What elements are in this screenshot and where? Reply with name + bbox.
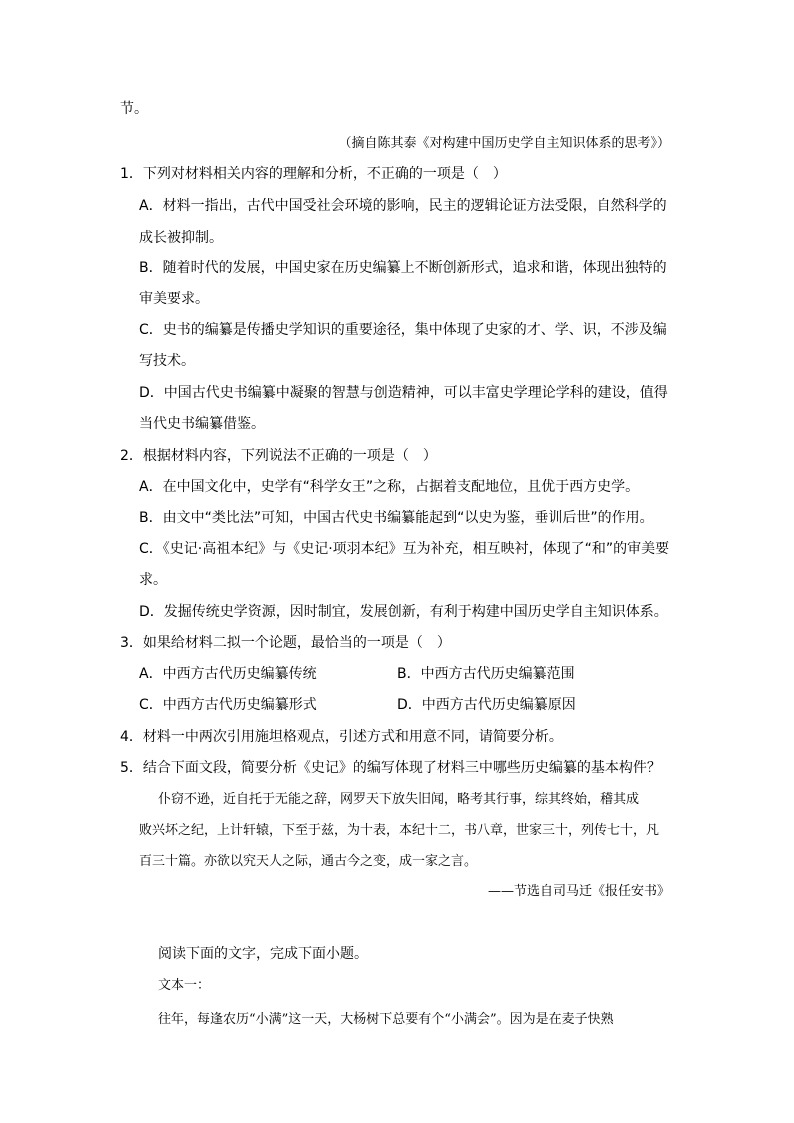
- q1-option-c: C．史书的编纂是传播史学知识的重要途径，集中体现了史家的才、学、识，不涉及编: [139, 322, 667, 338]
- q2-option-d: D．发掘传统史学资源，因时制宜，发展创新，有利于构建中国历史学自主知识体系。: [139, 604, 668, 620]
- q5-stem: 5．结合下面文段，简要分析《史记》的编写体现了材料三中哪些历史编纂的基本构件？: [120, 760, 661, 776]
- q3-option-b: B．中西方古代历史编纂范围: [397, 666, 575, 682]
- q2-option-c-cont: 求。: [139, 572, 167, 588]
- q5-passage-line-3: 百三十篇。亦欲以究天人之际，通古今之变，成一家之言。: [139, 854, 478, 869]
- q2-option-a: A．在中国文化中，史学有“科学女王”之称，占据着支配地位，且优于西方史学。: [139, 479, 640, 495]
- q3-option-c: C．中西方古代历史编纂形式: [139, 697, 317, 713]
- q1-option-b: B．随着时代的发展，中国史家在历史编纂上不断创新形式，追求和谐，体现出独特的: [139, 260, 667, 276]
- q1-option-a: A．材料一指出，古代中国受社会环境的影响，民主的逻辑论证方法受限，自然科学的: [139, 198, 667, 214]
- q4-stem: 4．材料一中两次引用施坦格观点，引述方式和用意不同，请简要分析。: [120, 729, 563, 745]
- reading-instruction: 阅读下面的文字，完成下面小题。: [158, 946, 368, 962]
- q1-option-b-cont: 审美要求。: [139, 291, 209, 307]
- q1-stem: 1．下列对材料相关内容的理解和分析，不正确的一项是（ ）: [120, 166, 507, 182]
- q1-option-a-cont: 成长被抑制。: [139, 230, 223, 246]
- q3-stem: 3．如果给材料二拟一个论题，最恰当的一项是（ ）: [120, 635, 451, 651]
- q2-option-b: B．由文中“类比法”可知，中国古代史书编纂能起到“以史为鉴，垂训后世”的作用。: [139, 510, 654, 526]
- q1-option-d: D．中国古代史书编纂中凝聚的智慧与创造精神，可以丰富史学理论学科的建设，值得: [139, 385, 668, 401]
- text-one-label: 文本一：: [158, 978, 211, 993]
- q5-passage-line-2: 败兴坏之纪，上计轩辕，下至于兹，为十表，本纪十二，书八章，世家三十，列传七十，凡: [139, 823, 660, 838]
- text-one-first-line: 往年，每逢农历“小满”这一天，大杨树下总要有个“小满会”。因为是在麦子快熟: [158, 1012, 614, 1027]
- q3-option-d: D．中西方古代历史编纂原因: [397, 697, 576, 713]
- q2-stem: 2．根据材料内容，下列说法不正确的一项是（ ）: [120, 448, 437, 464]
- q5-passage-line-1: 仆窃不逊，近自托于无能之辞，网罗天下放失旧闻，略考其行事，综其终始，稽其成: [158, 792, 640, 807]
- top-fragment: 节。: [120, 101, 148, 117]
- q3-option-a: A．中西方古代历史编纂传统: [139, 666, 317, 682]
- source-citation: （摘自陈其泰《对构建中国历史学自主知识体系的思考》）: [338, 136, 670, 151]
- q2-option-c: C．《史记·高祖本纪》与《史记·项羽本纪》互为补充，相互映衬，体现了“和”的审美要: [139, 541, 670, 557]
- q5-source: ——节选自司马迁《报任安书》: [487, 884, 670, 899]
- q1-option-c-cont: 写技术。: [139, 353, 195, 369]
- q1-option-d-cont: 当代史书编纂借鉴。: [139, 416, 265, 432]
